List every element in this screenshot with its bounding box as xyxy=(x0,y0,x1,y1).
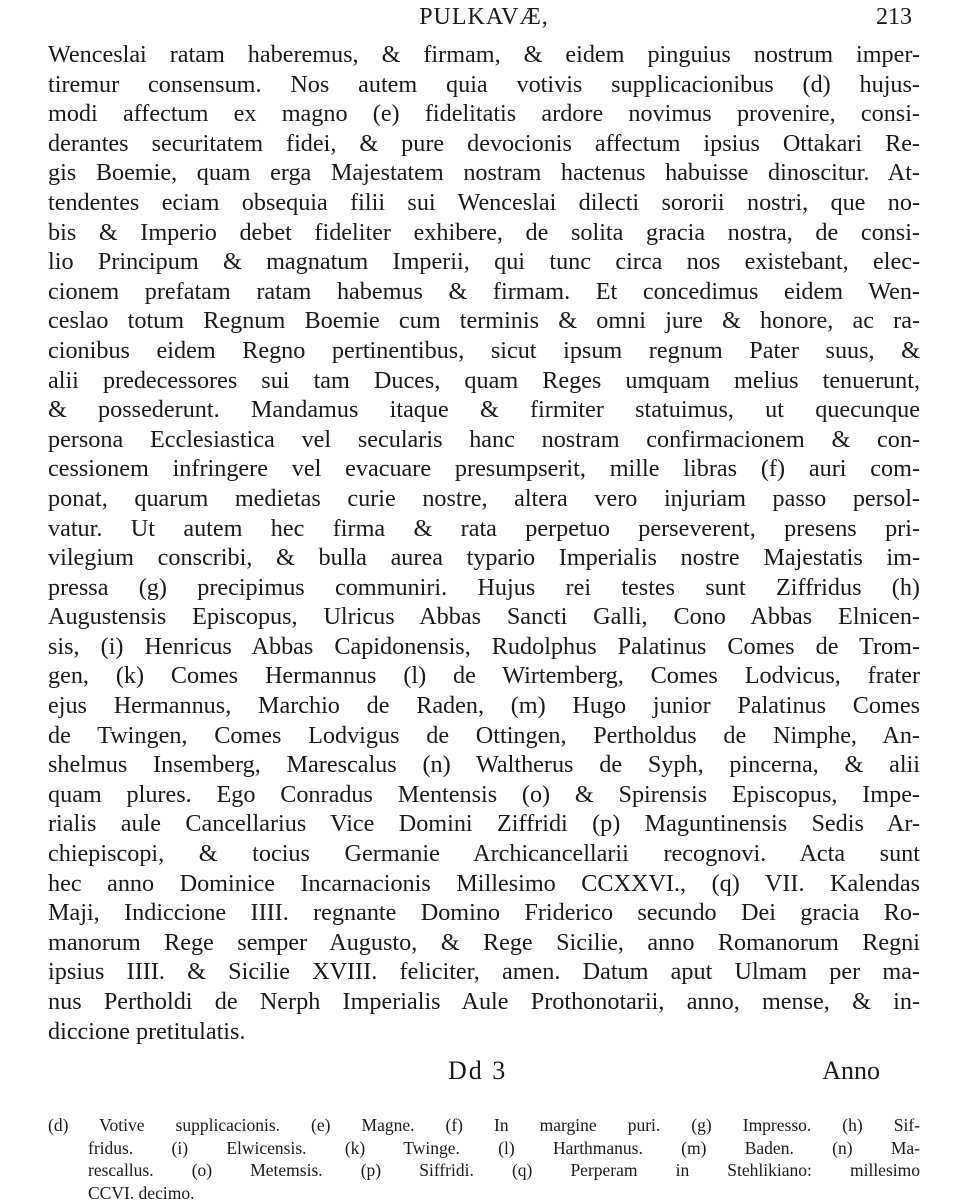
footnotes xyxy=(48,1114,920,1204)
footnote-line: fridus. (i) Elwicensis. (k) Twinge. (l) Harthmanus. (m) Baden. (n) Ma- xyxy=(88,1137,920,1158)
text-line: hec anno Dominice Incarnacionis Millesimo CCXXVI., (q) VII. Kalendas xyxy=(48,869,920,897)
text-line: gen, (k) Comes Hermannus (l) de Wirtemberg, Comes Lodvicus, frater xyxy=(48,662,920,690)
catchword: Anno xyxy=(822,1056,880,1086)
text-line: tendentes eciam obsequia filii sui Wenceslai dilecti sororii nostri, que no- xyxy=(48,188,920,216)
main-text xyxy=(48,40,920,1046)
page-number: 213 xyxy=(876,4,912,30)
text-line: gis Boemie, quam erga Majestatem nostram hactenus habuisse dinoscitur. At- xyxy=(48,159,920,187)
text-line: persona Ecclesiastica vel secularis hanc nostram confirmacionem & con- xyxy=(48,425,920,453)
text-line: Augustensis Episcopus, Ulricus Abbas Sancti Galli, Cono Abbas Elnicen- xyxy=(48,603,920,631)
text-line: ejus Hermannus, Marchio de Raden, (m) Hugo junior Palatinus Comes xyxy=(48,692,920,720)
text-line: quam plures. Ego Conradus Mentensis (o) & Spirensis Episcopus, Impe- xyxy=(48,780,920,808)
text-line: manorum Rege semper Augusto, & Rege Sicilie, anno Romanorum Regni xyxy=(48,928,920,956)
text-line: cionem prefatam ratam habemus & firmam. Et concedimus eidem Wen- xyxy=(48,277,920,305)
text-line: cionibus eidem Regno pertinentibus, sicut ipsum regnum Pater suus, & xyxy=(48,336,920,364)
text-line: tiremur consensum. Nos autem quia votivis supplicacionibus (d) hujus- xyxy=(48,70,920,98)
text-line: modi affectum ex magno (e) fidelitatis ardore novimus provenire, consi- xyxy=(48,100,920,128)
text-line: cessionem infringere vel evacuare presumpserit, mille libras (f) auri com- xyxy=(48,455,920,483)
text-line: vatur. Ut autem hec firma & rata perpetuo perseverent, presens pri- xyxy=(48,514,920,542)
signature-mark: Dd 3 xyxy=(448,1056,508,1086)
text-line: sis, (i) Henricus Abbas Capidonensis, Rudolphus Palatinus Comes de Trom- xyxy=(48,632,920,660)
text-line: alii predecessores sui tam Duces, quam Reges umquam melius tenuerunt, xyxy=(48,366,920,394)
footnote-line: CCVI. decimo. xyxy=(88,1182,195,1203)
text-line: shelmus Insemberg, Marescalus (n) Waltherus de Syph, pincerna, & alii xyxy=(48,751,920,779)
text-line: de Twingen, Comes Lodvigus de Ottingen, Pertholdus de Nimphe, An- xyxy=(48,721,920,749)
text-line: vilegium conscribi, & bulla aurea typario Imperialis nostre Majestatis im- xyxy=(48,544,920,572)
text-line: derantes securitatem fidei, & pure devocionis affectum ipsius Ottakari Re- xyxy=(48,129,920,157)
text-line: pressa (g) precipimus communiri. Hujus rei testes sunt Ziffridus (h) xyxy=(48,573,920,601)
text-line: bis & Imperio debet fideliter exhibere, de solita gracia nostra, de consi- xyxy=(48,218,920,246)
text-line: ipsius IIII. & Sicilie XVIII. feliciter, amen. Datum aput Ulmam per ma- xyxy=(48,958,920,986)
text-line: & possederunt. Mandamus itaque & firmiter statuimus, ut quecunque xyxy=(48,396,920,424)
text-line: Maji, Indiccione IIII. regnante Domino Friderico secundo Dei gracia Ro- xyxy=(48,899,920,927)
text-line: diccione pretitulatis. xyxy=(48,1017,246,1045)
text-line: nus Pertholdi de Nerph Imperialis Aule Prothonotarii, anno, mense, & in- xyxy=(48,988,920,1015)
text-line: Wenceslai ratam haberemus, & firmam, & eidem pinguius nostrum imper- xyxy=(48,41,920,68)
footnote-line: (d) Votive supplicacionis. (e) Magne. (f) In margine puri. (g) Impresso. (h) Sif- xyxy=(48,1115,920,1136)
text-line: lio Principum & magnatum Imperii, qui tunc circa nos existebant, elec- xyxy=(48,248,920,276)
page-header xyxy=(48,0,920,40)
text-line: chiepiscopi, & tocius Germanie Archicancellarii recognovi. Acta sunt xyxy=(48,840,920,868)
signature-row xyxy=(48,1052,920,1092)
running-head: PULKAVÆ, xyxy=(419,4,549,30)
text-line: ceslao totum Regnum Boemie cum terminis & omni jure & honore, ac ra- xyxy=(48,307,920,335)
text-line: rialis aule Cancellarius Vice Domini Ziffridi (p) Maguntinensis Sedis Ar- xyxy=(48,810,920,838)
text-line: ponat, quarum medietas curie nostre, altera vero injuriam passo persol- xyxy=(48,484,920,512)
footnote-line: rescallus. (o) Metemsis. (p) Siffridi. (q) Perperam in Stehlikiano: millesimo xyxy=(88,1160,920,1181)
